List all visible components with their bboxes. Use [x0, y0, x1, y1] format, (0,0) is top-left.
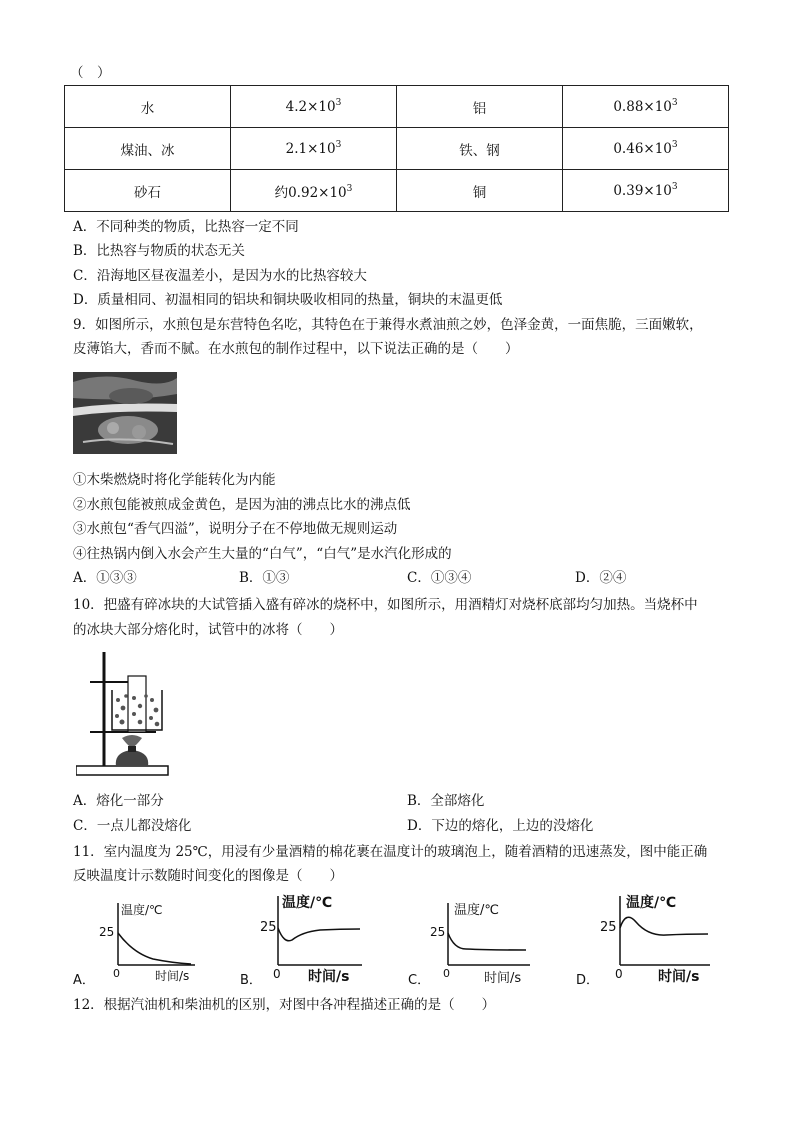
graph-b-curve — [278, 928, 360, 941]
table-cell: 约$0.92\times 10^3$ — [231, 170, 397, 212]
graph-a-curve — [118, 933, 191, 964]
table-row — [65, 128, 729, 170]
q9-statement-4: ④往热锅内倒入水会产生大量的“白气”，“白气”是水汽化形成的 — [73, 546, 452, 562]
q9-option-c: C．①③④ — [407, 570, 472, 586]
q9-option-b: B．①③ — [239, 570, 290, 586]
graph-a-ylabel: 温度/℃ — [121, 903, 163, 917]
table-cell: 水 — [65, 86, 231, 128]
q10-option-b: B．全部熔化 — [407, 793, 485, 809]
graph-c-ylabel: 温度/℃ — [454, 903, 499, 918]
fried-bun-photo — [73, 372, 177, 454]
q10-stem-line2: 的冰块大部分熔化时，试管中的冰将（ ） — [73, 622, 343, 638]
q10-option-c: C．一点儿都没熔化 — [73, 818, 192, 834]
table-cell: 砂石 — [65, 170, 231, 212]
graph-c-y0: 25 — [430, 925, 446, 939]
graph-d — [576, 888, 716, 987]
graph-d-xlabel: 时间/s — [658, 969, 700, 985]
graph-a-letter: A． — [73, 973, 95, 988]
q11-stem-line2: 反映温度计示数随时间变化的图像是（ ） — [73, 868, 343, 884]
table-cell: $0.39\times 10^3$ — [563, 170, 729, 212]
table-cell: $0.88\times 10^3$ — [563, 86, 729, 128]
q9-stem-line2: 皮薄馅大，香而不腻。在水煎包的制作过程中，以下说法正确的是（ ） — [73, 341, 519, 357]
graph-a-origin: 0 — [113, 967, 120, 980]
graph-a-xlabel: 时间/s — [155, 969, 190, 983]
graph-d-ylabel: 温度/℃ — [626, 895, 677, 911]
q12-stem-line1: 12．根据汽油机和柴油机的区别，对图中各冲程描述正确的是（ ） — [73, 997, 496, 1013]
table-cell: 铝 — [397, 86, 563, 128]
graph-b-xlabel: 时间/s — [308, 969, 350, 985]
table-cell: $2.1\times 10^3$ — [231, 128, 397, 170]
q10-stem-line1: 10．把盛有碎冰块的大试管插入盛有碎冰的烧杯中，如图所示，用酒精灯对烧杯底部均匀加热。当烧杯中 — [73, 597, 698, 613]
q9-stem-line1: 9．如图所示，水煎包是东营特色名吃，其特色在于兼得水煮油煎之妙，色泽金黄，一面焦脆，三面嫩软， — [73, 317, 703, 333]
graph-d-y0: 25 — [600, 920, 617, 935]
graph-c-letter: C． — [408, 973, 431, 988]
table-cell: $4.2\times 10^3$ — [231, 86, 397, 128]
q9-statement-1: ①木柴燃烧时将化学能转化为内能 — [73, 472, 276, 488]
q8-option-a: A．不同种类的物质，比热容一定不同 — [73, 219, 299, 235]
q10-option-d: D．下边的熔化，上边的没熔化 — [407, 818, 594, 834]
q8-option-d: D．质量相同、初温相同的铝块和铜块吸收相同的热量，铜块的末温更低 — [73, 292, 503, 308]
graph-c-curve — [448, 933, 526, 950]
table-cell: 铁、钢 — [397, 128, 563, 170]
q9-option-d: D．②④ — [575, 570, 627, 586]
q9-statement-3: ③水煎包“香气四溢”，说明分子在不停地做无规则运动 — [73, 521, 398, 537]
graph-b-ylabel: 温度/℃ — [282, 895, 333, 911]
graph-a — [73, 895, 203, 987]
graph-d-origin: 0 — [615, 967, 623, 981]
table-row — [65, 170, 729, 212]
graph-d-curve — [620, 917, 708, 935]
q10-option-a: A．熔化一部分 — [73, 793, 164, 809]
heating-apparatus-diagram — [76, 650, 170, 778]
q9-option-a: A．①③③ — [73, 570, 137, 586]
graph-c-xlabel: 时间/s — [484, 971, 522, 986]
table-cell: $0.46\times 10^3$ — [563, 128, 729, 170]
graph-b-letter: B． — [240, 973, 262, 988]
q8-option-b: B．比热容与物质的状态无关 — [73, 243, 245, 259]
graph-d-letter: D． — [576, 973, 600, 988]
q8-option-c: C．沿海地区昼夜温差小，是因为水的比热容较大 — [73, 268, 367, 284]
graph-a-y0: 25 — [99, 925, 115, 939]
table-cell: 煤油、冰 — [65, 128, 231, 170]
q9-statement-2: ②水煎包能被煎成金黄色，是因为油的沸点比水的沸点低 — [73, 497, 411, 513]
question-paren: （ ） — [70, 65, 111, 81]
graph-c — [408, 895, 538, 987]
table-cell: 铜 — [397, 170, 563, 212]
graph-b — [240, 888, 370, 987]
q11-stem-line1: 11．室内温度为 25℃，用浸有少量酒精的棉花裹在温度计的玻璃泡上，随着酒精的迅速蒸发，图中能正确 — [73, 844, 708, 860]
graph-b-y0: 25 — [260, 920, 277, 935]
specific-heat-table — [64, 85, 729, 212]
table-row — [65, 86, 729, 128]
graph-c-origin: 0 — [443, 967, 450, 980]
graph-b-origin: 0 — [273, 967, 281, 981]
